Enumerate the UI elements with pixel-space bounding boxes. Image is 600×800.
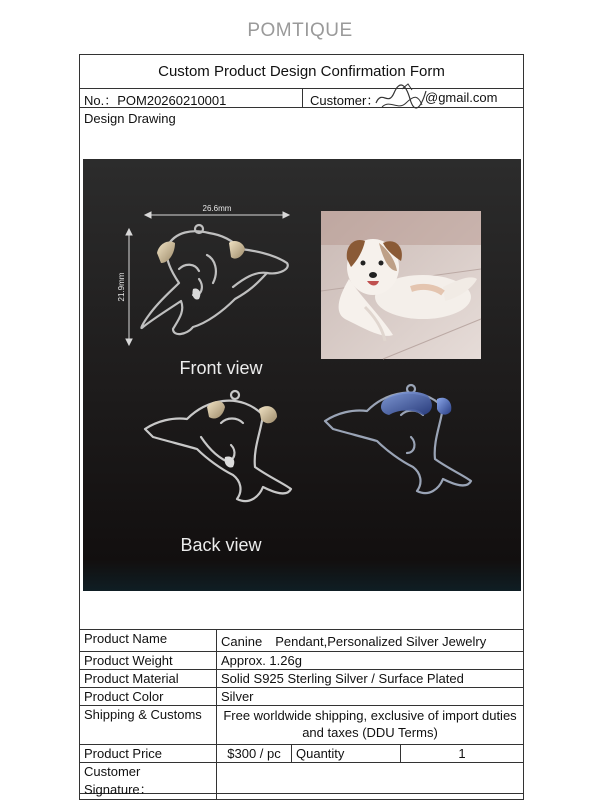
- front-view-label: Front view: [179, 358, 263, 378]
- height-dimension-label: 21.9mm: [117, 272, 126, 302]
- redaction-scribble-icon: [372, 81, 430, 113]
- design-drawing-label: Design Drawing: [84, 111, 176, 126]
- product-weight-value: Approx. 1.26g: [217, 652, 524, 670]
- brand-name: POMTIQUE: [247, 20, 353, 41]
- quantity-label: Quantity: [292, 745, 401, 763]
- product-spec-table: [79, 629, 524, 800]
- customer-label: Customer：: [310, 93, 380, 108]
- order-meta-row: [80, 89, 523, 108]
- product-color-label: Product Color: [80, 688, 217, 706]
- product-material-label: Product Material: [80, 670, 217, 688]
- order-number: No.：POM20260210001: [84, 93, 227, 108]
- table-row: [80, 670, 524, 688]
- table-row: [80, 763, 524, 800]
- table-row: [80, 745, 524, 763]
- table-row: [80, 630, 524, 652]
- form-title: Custom Product Design Confirmation Form: [80, 55, 523, 89]
- shipping-label: Shipping & Customs: [80, 706, 217, 745]
- reference-dog-photo: [321, 211, 481, 359]
- table-row: [80, 652, 524, 670]
- product-weight-label: Product Weight: [80, 652, 217, 670]
- product-price-value: $300 / pc: [217, 745, 292, 763]
- product-name-value: Canine Pendant,Personalized Silver Jewelry: [217, 630, 524, 652]
- confirmation-form: [79, 54, 524, 797]
- product-material-value: Solid S925 Sterling Silver / Surface Plated: [217, 670, 524, 688]
- design-drawing-photo: [83, 159, 521, 591]
- width-dimension-label: 26.6mm: [202, 204, 232, 213]
- back-view-label: Back view: [180, 535, 262, 555]
- meta-divider: [302, 89, 303, 107]
- table-row: [80, 688, 524, 706]
- product-price-label: Product Price: [80, 745, 217, 763]
- customer-email: @gmail.com: [425, 90, 498, 105]
- shipping-value: Free worldwide shipping, exclusive of import duties and taxes (DDU Terms): [217, 706, 524, 745]
- table-row: [80, 706, 524, 745]
- product-name-label: Product Name: [80, 630, 217, 652]
- customer-signature-label: Customer Signature：: [80, 763, 217, 800]
- customer-signature-field[interactable]: [217, 763, 524, 800]
- product-color-value: Silver: [217, 688, 524, 706]
- quantity-value: 1: [401, 745, 524, 763]
